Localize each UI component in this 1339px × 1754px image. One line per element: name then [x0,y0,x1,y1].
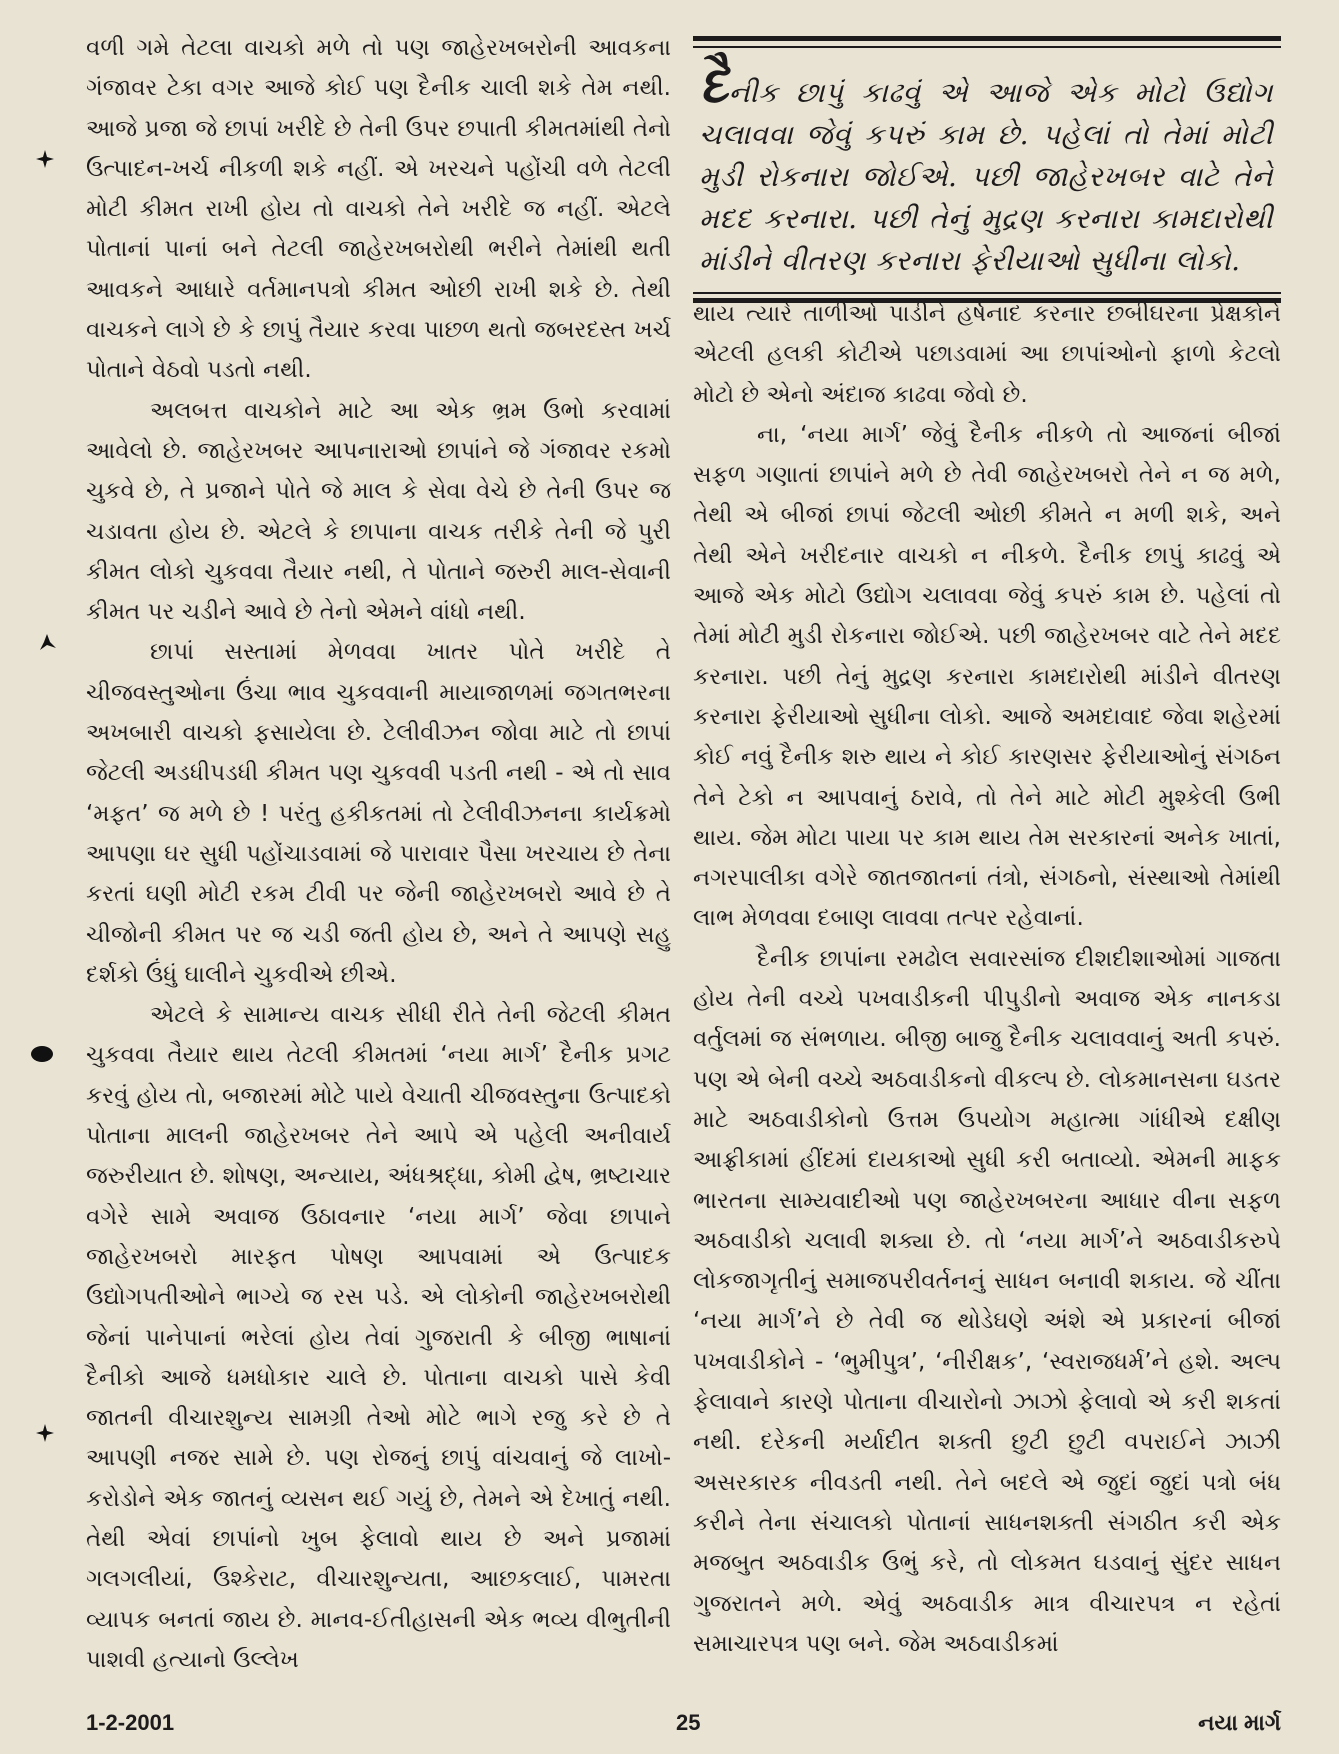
pull-quote-text [699,54,1273,282]
paragraph: ના, ‘નયા માર્ગ’ જેવું દૈનીક નીકળે તો આજનાં બીજાં સફળ ગણાતાં છાપાંને મળે છે તેવી જાહેરખબરો તેને ન જ મળે, તેથી એ બીજાં છાપાં જેટલી ઓછી કીમતે ન મળી શકે, અને તેથી એને ખરીદનાર વાચકો ન નીકળે. દૈનીક છાપું કાઢવું એ આજે એક મોટો ઉદ્યોગ ચલાવવા જેવું કપરું કામ છે. પહેલાં તો તેમાં મોટી મુડી રોકનારા જોઈએ. પછી જાહેરખબર વાટે તેને મદદ કરનારા. પછી તેનું મુદ્રણ કરનારા કામદારોથી માંડીને વીતરણ કરનારા ફેરીયાઓ સુધીના લોકો. આજે અમદાવાદ જેવા શહેરમાં કોઈ નવું દૈનીક શરુ થાય ને કોઈ કારણસર ફેરીયાઓનું સંગઠન તેને ટેકો ન આપવાનું ઠરાવે, તો તેને માટે મોટી મુશ્કેલી ઉભી થાય. જેમ મોટા પાયા પર કામ થાય તેમ સરકારનાં અનેક ખાતાં, નગરપાલીકા વગેરે જાતજાતનાં તંત્રો, સંગઠનો, સંસ્થાઓ તેમાંથી લાભ મેળવવા દબાણ લાવવા તત્પર રહેવાનાં. [693,421,1281,932]
paragraph: એટલે કે સામાન્ય વાચક સીધી રીતે તેની જેટલી કીમત ચુકવવા તૈયાર થાય તેટલી કીમતમાં ‘નયા માર્ગ’ દૈનીક પ્રગટ કરવું હોય તો, બજારમાં મોટે પાયે વેચાતી ચીજવસ્તુના ઉત્પાદકો પોતાના માલની જાહેરખબર તેને આપે એ પહેલી અનીવાર્ય જરુરીયાત છે. શોષણ, અન્યાય, અંધશ્રદ્ધા, કોમી દ્વેષ, ભ્રષ્ટાચાર વગેરે સામે અવાજ ઉઠાવનાર ‘નયા માર્ગ’ જેવા છાપાને જાહેરખબરો મારફત પોષણ આપવામાં એ ઉત્પાદક ઉદ્યોગપતીઓને ભાગ્યે જ રસ પડે. એ લોકોની જાહેરખબરોથી જેનાં પાનેપાનાં ભરેલાં હોય તેવાં ગુજરાતી કે બીજી ભાષાનાં દૈનીકો આજે ધમધોકાર ચાલે છે. પોતાના વાચકો પાસે કેવી જાતની વીચારશુન્ય સામગ્રી તેઓ મોટે ભાગે રજુ કરે છે તે આપણી નજર સામે છે. પણ રોજનું છાપું વાંચવાનું જે લાખો-કરોડોને એક જાતનું વ્યસન થઈ ગયું છે, તેમને એ દેખાતું નથી. તેથી એવાં છાપાંનો ખુબ ફેલાવો થાય છે અને પ્રજામાં ગલગલીયાં, ઉશ્કેરાટ, વીચારશુન્યતા, આછકલાઈ, પામરતા વ્યાપક બનતાં જાય છે. માનવ-ઈતીહાસની એક ભવ્ય વીભુતીની પાશવી હત્યાનો ઉલ્લેખ [86,1002,671,1673]
page-footer [86,1710,1281,1742]
paragraph: અલબત્ત વાચકોને માટે આ એક ભ્રમ ઉભો કરવામાં આવેલો છે. જાહેરખબર આપનારાઓ છાપાંને જે ગંજાવર રકમો ચુકવે છે, તે પ્રજાને પોતે જે માલ કે સેવા વેચે છે તેની ઉપર જ ચડાવતા હોય છે. એટલે કે છાપાના વાચક તરીકે તેની જે પુરી કીમત લોકો ચુકવવા તૈયાર નથી, તે પોતાને જરુરી માલ-સેવાની કીમત પર ચડીને આવે છે તેનો એમને વાંધો નથી. [86,397,671,626]
rule-thick [693,36,1281,41]
pull-quote-body: નીક છાપું કાઢવું એ આજે એક મોટો ઉદ્યોગ ચલાવવા જેવું કપરું કામ છે. પહેલાં તો તેમાં મોટી મુડી રોકનારા જોઈએ. પછી જાહેરખબર વાટે તેને મદદ કરનારા. પછી તેનું મુદ્રણ કરનારા કામદારોથી માંડીને વીતરણ કરનારા ફેરીયાઓ સુધીના લોકો. [699,76,1273,277]
pull-quote-dropcap: દૈ [699,54,729,115]
punch-hole-icon [36,1424,54,1442]
punch-hole-icon [38,634,56,652]
rule-thin [693,46,1281,48]
punch-hole-icon [30,1044,54,1064]
paragraph: થાય ત્યારે તાળીઓ પાડીને હર્ષનાદ કરનાર છબીઘરના પ્રેક્ષકોને એટલી હલકી કોટીએ પછાડવામાં આ છાપાંઓનો ફાળો કેટલો મોટો છે એનો અંદાજ કાઢવા જેવો છે. [693,301,1281,408]
pull-quote [693,36,1281,294]
issue-date: 1-2-2001 [86,1710,175,1735]
paragraph: દૈનીક છાપાંના રમઢોલ સવારસાંજ દીશદીશાઓમાં ગાજતા હોય તેની વચ્ચે પખવાડીકની પીપુડીનો અવાજ એક નાનકડા વર્તુલમાં જ સંભળાય. બીજી બાજુ દૈનીક ચલાવવાનું અતી કપરું. પણ એ બેની વચ્ચે અઠવાડીકનો વીકલ્પ છે. લોકમાનસના ઘડતર માટે અઠવાડીકોનો ઉત્તમ ઉપયોગ મહાત્મા ગાંધીએ દક્ષીણ આફ્રીકામાં હીંદમાં દાયકાઓ સુધી કરી બતાવ્યો. એમની માફક ભારતના સામ્યવાદીઓ પણ જાહેરખબરના આધાર વીના સફળ અઠવાડીકો ચલાવી શક્યા છે. તો ‘નયા માર્ગ’ને અઠવાડીકરુપે લોકજાગૃતીનું સમાજપરીવર્તનનું સાધન બનાવી શકાય. જે ચીંતા ‘નયા માર્ગ’ને છે તેવી જ થોડેઘણે અંશે એ પ્રકારનાં બીજાં પખવાડીકોને - ‘ભુમીપુત્ર’, ‘નીરીક્ષક’, ‘સ્વરાજધર્મ’ને હશે. અલ્પ ફેલાવાને કારણે પોતાના વીચારોનો ઝાઝો ફેલાવો એ કરી શકતાં નથી. દરેકની મર્યાદીત શક્તી છુટી છુટી વપરાઈને ઝાઝી અસરકારક નીવડતી નથી. તેને બદલે એ જુદાં જુદાં પત્રો બંધ કરીને તેના સંચાલકો પોતાનાં સાધનશક્તી સંગઠીત કરી એક મજબુત અઠવાડીક ઉભું કરે, તો લોકમત ઘડવાનું સુંદર સાધન ગુજરાતને મળે. એવું અઠવાડીક માત્ર વીચારપત્ર ન રહેતાં સમાચારપત્ર પણ બને. જેમ અઠવાડીકમાં [693,945,1281,1657]
paragraph: વળી ગમે તેટલા વાચકો મળે તો પણ જાહેરખબરોની આવકના ગંજાવર ટેકા વગર આજે કોઈ પણ દૈનીક ચાલી શકે તેમ નથી. આજે પ્રજા જે છાપાં ખરીદે છે તેની ઉપર છપાતી કીમતમાંથી તેનો ઉત્પાદન-ખર્ચ નીકળી શકે નહીં. એ ખરચને પહોંચી વળે તેટલી મોટી કીમત રાખી હોય તો વાચકો તેને ખરીદે જ નહીં. એટલે પોતાનાં પાનાં બને તેટલી જાહેરખબરોથી ભરીને તેમાંથી થતી આવકને આધારે વર્તમાનપત્રો કીમત ઓછી રાખી શકે છે. તેથી વાચકને લાગે છે કે છાપું તૈયાર કરવા પાછળ થતો જબરદસ્ત ખર્ચ પોતાને વેઠવો પડતો નથી. [86,35,671,384]
punch-hole-icon [36,150,54,168]
page-number: 25 [676,1710,701,1735]
paragraph: છાપાં સસ્તામાં મેળવવા ખાતર પોતે ખરીદે તે ચીજવસ્તુઓના ઉંચા ભાવ ચુકવવાની માયાજાળમાં જગતભરના અખબારી વાચકો ફસાયેલા છે. ટેલીવીઝન જોવા માટે તો છાપાં જેટલી અડધીપડધી કીમત પણ ચુકવવી પડતી નથી - એ તો સાવ ‘મફત’ જ મળે છે ! પરંતુ હકીકતમાં તો ટેલીવીઝનના કાર્યક્રમો આપણા ઘર સુધી પહોંચાડવામાં જે પારાવાર પૈસા ખરચાય છે તેના કરતાં ઘણી મોટી રકમ ટીવી પર જેની જાહેરખબરો આવે છે તે ચીજોની કીમત પર જ ચડી જતી હોય છે, અને તે આપણે સહુ દર્શકો ઉંધું ઘાલીને ચુકવીએ છીએ. [86,639,671,988]
right-column [693,294,1281,1664]
left-column [86,28,671,1680]
magazine-name: નયા માર્ગ [1198,1710,1281,1735]
